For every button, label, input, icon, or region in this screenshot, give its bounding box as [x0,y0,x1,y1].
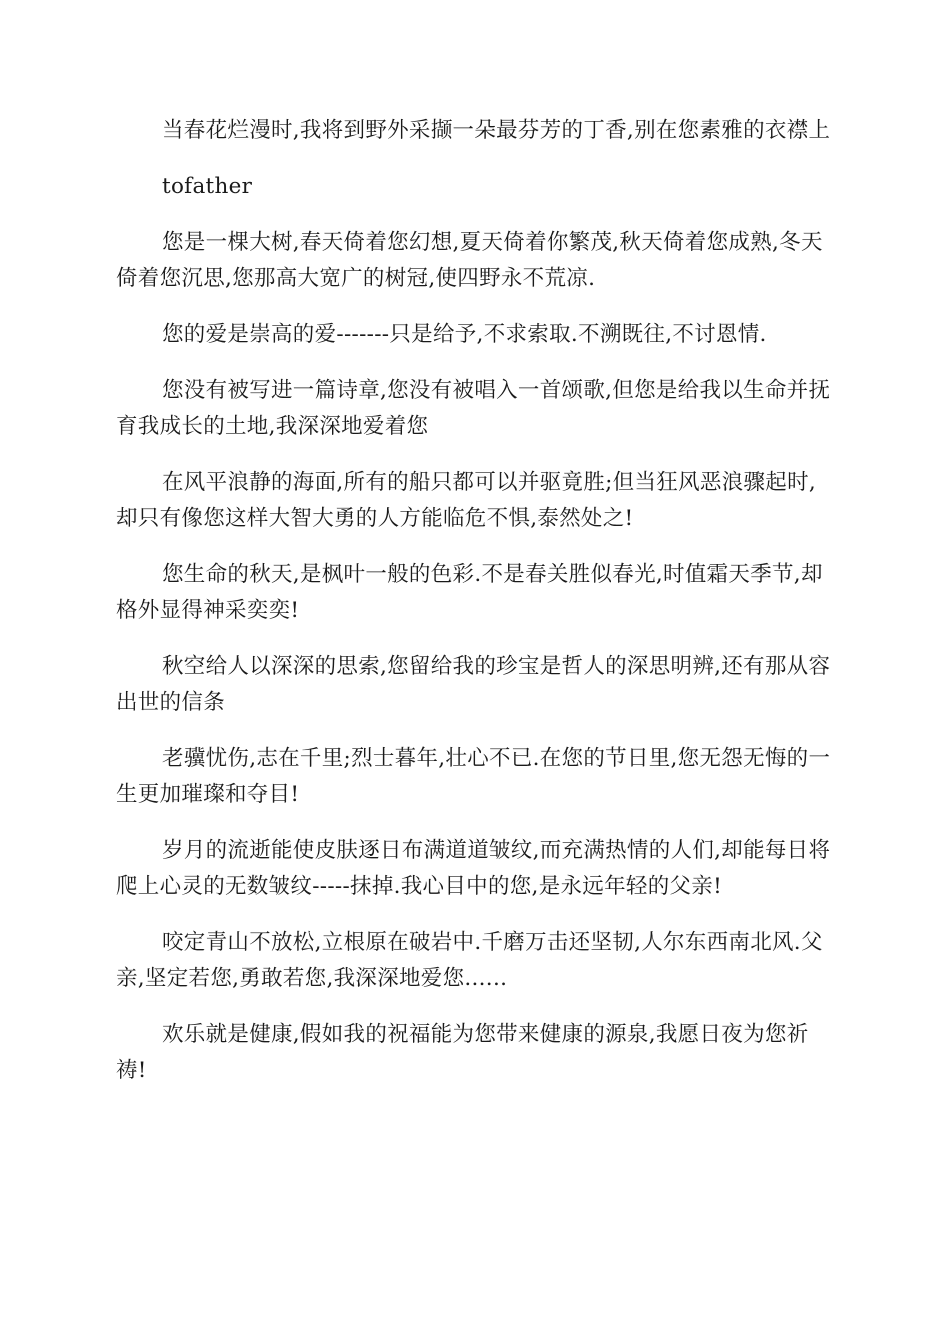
paragraph-4: 您的爱是崇高的爱-------只是给予,不求索取.不溯既往,不讨恩情. [162,322,767,347]
paragraph-5: 您没有被写进一篇诗章,您没有被唱入一首颂歌,但您是给我以生命并抚育我成长的土地,我深深地爱着您 [116,378,831,439]
paragraph-6: 在风平浪静的海面,所有的船只都可以并驱竟胜;但当狂风恶浪骤起时,却只有像您这样大智大勇的人方能临危不惧,泰然处之! [116,470,817,531]
paragraph-11: 咬定青山不放松,立根原在破岩中.千磨万击还坚韧,人尔东西南北风.父亲,坚定若您,勇敢若您,我深深地爱您...... [116,930,823,991]
paragraph-9: 老骥忧伤,志在千里;烈士暮年,壮心不已.在您的节日里,您无怨无悔的一生更加璀璨和夺目! [116,746,831,807]
document-body [116,113,834,1109]
paragraph-12: 欢乐就是健康,假如我的祝福能为您带来健康的源泉,我愿日夜为您祈祷! [116,1022,809,1083]
paragraph-8: 秋空给人以深深的思索,您留给我的珍宝是哲人的深思明辨,还有那从容出世的信条 [116,654,831,715]
paragraph-10: 岁月的流逝能使皮肤逐日布满道道皱纹,而充满热情的人们,却能每日将爬上心灵的无数皱纹-----抹掉.我心目中的您,是永远年轻的父亲! [116,838,831,899]
paragraph-1: 当春花烂漫时,我将到野外采撷一朵最芬芳的丁香,别在您素雅的衣襟上 [162,118,831,143]
paragraph-2: tofather [162,174,253,199]
paragraph-3: 您是一棵大树,春天倚着您幻想,夏天倚着你繁茂,秋天倚着您成熟,冬天倚着您沉思,您那高大宽广的树冠,使四野永不荒凉. [116,230,823,291]
paragraph-7: 您生命的秋天,是枫叶一般的色彩.不是春关胜似春光,时值霜天季节,却格外显得神采奕奕! [116,562,823,623]
